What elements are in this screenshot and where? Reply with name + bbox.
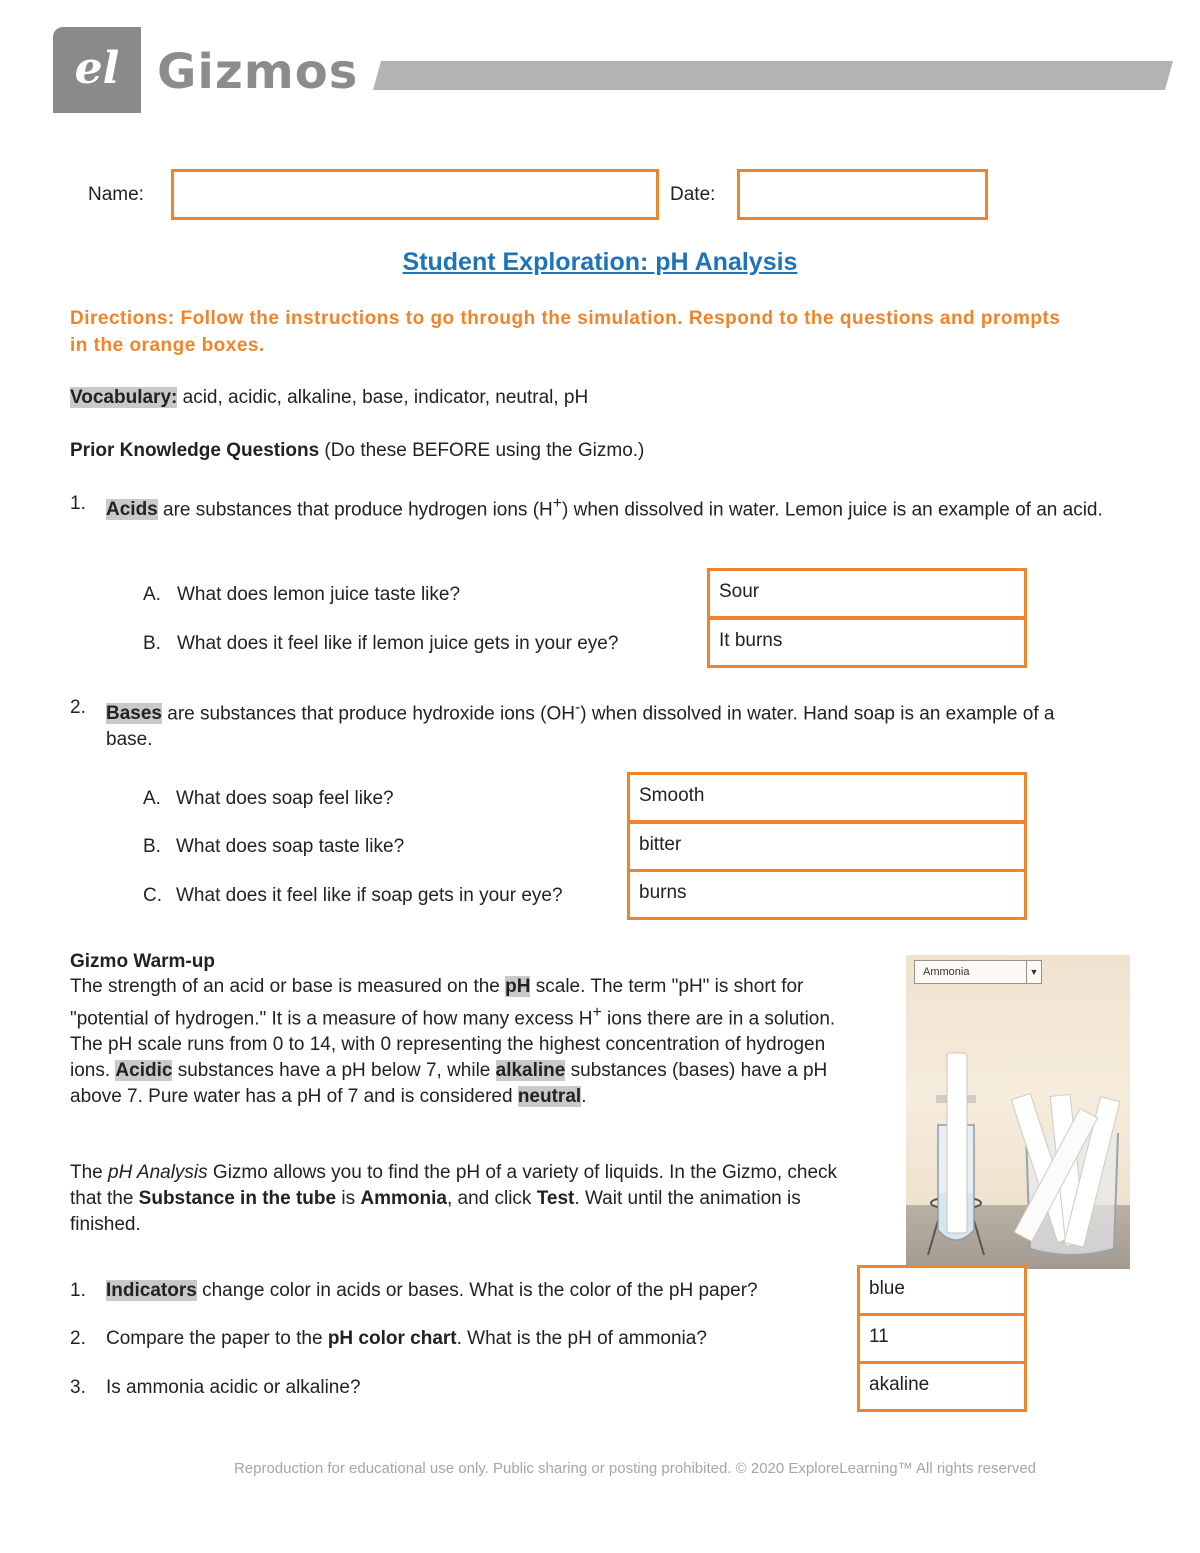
- p2-a: The: [70, 1162, 109, 1183]
- answer-field[interactable]: It burns: [707, 617, 1027, 668]
- page-title: Student Exploration: pH Analysis: [402, 248, 798, 276]
- p2-e: . Wait until the animation is finished.: [70, 1188, 801, 1235]
- q1-text-b: ) when dissolved in water. Lemon juice is an example of an acid.: [562, 499, 1103, 521]
- p1-b: scale. The term "pH" is short for "potential of hydrogen." It is a measure of how many excess H: [70, 976, 804, 1030]
- wq2-post: . What is the pH of ammonia?: [456, 1328, 707, 1349]
- question-number: 2.: [70, 1328, 86, 1349]
- question-2-text: [106, 695, 1106, 753]
- name-label: Name:: [88, 184, 144, 205]
- sub-question: What does it feel like if lemon juice gets in your eye?: [177, 633, 619, 654]
- term-indicators: Indicators: [106, 1280, 197, 1301]
- question-number: 2.: [70, 697, 86, 718]
- prior-heading-text: Prior Knowledge Questions: [70, 440, 320, 461]
- answer-field[interactable]: Sour: [707, 568, 1027, 619]
- gizmo-name: pH Analysis: [108, 1162, 208, 1183]
- warmup-paragraph-1: [70, 974, 850, 1110]
- term-ph: pH: [505, 976, 531, 997]
- sub-question: What does soap feel like?: [176, 788, 394, 809]
- question-1-text: [106, 491, 1136, 523]
- substance-label: Substance in the tube: [138, 1188, 337, 1209]
- answer-field[interactable]: bitter: [627, 821, 1027, 872]
- warmup-paragraph-2: [70, 1160, 850, 1238]
- q2-text-b: ) when dissolved in water. Hand soap is an example of a base.: [106, 703, 1055, 751]
- dropdown-arrow-icon: ▼: [1026, 961, 1041, 983]
- header-bar: [373, 61, 1173, 90]
- term-acids: Acids: [106, 499, 158, 521]
- prior-knowledge-heading: [70, 438, 1130, 464]
- logo-glyph: el: [74, 43, 120, 94]
- vocabulary-terms: acid, acidic, alkaline, base, indicator, neutral, pH: [177, 387, 589, 408]
- warmup-question-2: [106, 1326, 866, 1352]
- vocabulary-line: [70, 385, 1130, 411]
- vocabulary-label: Vocabulary:: [70, 387, 178, 408]
- wq2-pre: Compare the paper to the: [106, 1328, 328, 1349]
- gizmo-screenshot: [906, 955, 1130, 1269]
- answer-field[interactable]: 11: [857, 1313, 1027, 1364]
- answer-field[interactable]: akaline: [857, 1361, 1027, 1412]
- footer-copyright: Reproduction for educational use only. Public sharing or posting prohibited. © 2020 ExploreLearning™ All rights reserved: [233, 1460, 1037, 1477]
- p1-e: substances (bases) have a pH above 7. Pure water has a pH of 7 and is considered: [70, 1060, 828, 1108]
- question-number: 3.: [70, 1377, 86, 1398]
- term-bases: Bases: [106, 703, 162, 725]
- sub-letter: A.: [143, 788, 161, 809]
- q2-sup: -: [574, 699, 581, 716]
- term-acidic: Acidic: [115, 1060, 173, 1082]
- sub-letter: B.: [143, 836, 161, 857]
- answer-field[interactable]: blue: [857, 1265, 1027, 1316]
- sub-question: What does it feel like if soap gets in your eye?: [176, 885, 563, 906]
- p1-a: The strength of an acid or base is measured on the: [70, 976, 506, 997]
- term-alkaline: alkaline: [495, 1060, 566, 1082]
- p2-d: , and click: [446, 1188, 537, 1209]
- p2-c: is: [336, 1188, 361, 1209]
- wq1-text: change color in acids or bases. What is the color of the pH paper?: [196, 1280, 758, 1301]
- p1-d: substances have a pH below 7, while: [172, 1060, 496, 1082]
- sub-letter: C.: [143, 885, 162, 906]
- q2-text-a: are substances that produce hydroxide ions (OH: [162, 703, 575, 725]
- answer-field[interactable]: burns: [627, 869, 1027, 920]
- ammonia-label: Ammonia: [360, 1188, 447, 1209]
- brand-name: Gizmos: [157, 44, 359, 100]
- prior-heading-note: (Do these BEFORE using the Gizmo.): [319, 440, 645, 461]
- term-neutral: neutral: [517, 1086, 582, 1108]
- explorelearning-logo: [53, 27, 141, 113]
- sub-question: What does soap taste like?: [176, 836, 405, 857]
- sub-letter: B.: [143, 633, 161, 654]
- p1-c: ions there are in a solution. The pH scale runs from 0 to 14, with 0 representing the highest concentration of hydrogen ions.: [70, 1008, 836, 1082]
- q1-sup: +: [552, 495, 563, 512]
- date-field[interactable]: [737, 169, 988, 220]
- warmup-question-1: [106, 1278, 866, 1304]
- question-number: 1.: [70, 1280, 86, 1301]
- p1-f: .: [581, 1086, 587, 1108]
- ph-color-chart-label: pH color chart: [327, 1328, 457, 1349]
- p1-sup: +: [592, 1004, 602, 1021]
- sub-letter: A.: [143, 584, 161, 605]
- answer-field[interactable]: Smooth: [627, 772, 1027, 823]
- warmup-heading: Gizmo Warm-up: [70, 951, 215, 972]
- name-field[interactable]: [171, 169, 659, 220]
- p2-b: Gizmo allows you to find the pH of a variety of liquids. In the Gizmo, check that the: [70, 1162, 838, 1209]
- directions-text: Directions: Follow the instructions to go through the simulation. Respond to the questions and prompts in the orange boxes.: [70, 308, 1061, 356]
- test-label: Test: [536, 1188, 575, 1209]
- lab-equipment-graphic: [906, 955, 1130, 1269]
- sub-question: What does lemon juice taste like?: [177, 584, 461, 605]
- warmup-question-3: Is ammonia acidic or alkaline?: [106, 1377, 361, 1398]
- date-label: Date:: [670, 184, 716, 205]
- q1-text-a: are substances that produce hydrogen ions (H: [157, 499, 553, 521]
- question-number: 1.: [70, 493, 86, 514]
- substance-dropdown-value: Ammonia: [923, 966, 970, 978]
